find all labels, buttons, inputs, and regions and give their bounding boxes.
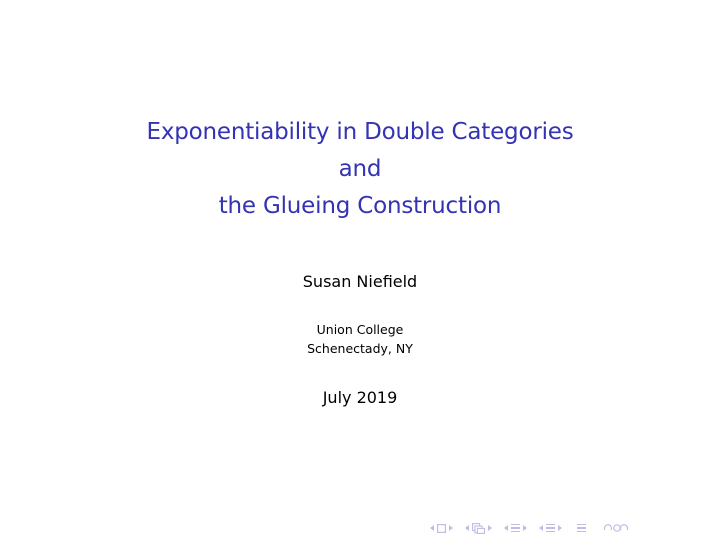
search-nav[interactable] xyxy=(601,523,631,533)
presentation-nav-icon xyxy=(546,524,555,532)
author-name: Susan Niefield xyxy=(302,272,418,291)
presentation-nav[interactable] xyxy=(539,524,562,532)
section-prev-icon[interactable] xyxy=(504,525,508,531)
title-line-3: the Glueing Construction xyxy=(218,193,502,219)
section-nav-icon xyxy=(511,524,520,532)
presentation-date: July 2019 xyxy=(322,388,398,407)
appendix-nav[interactable] xyxy=(574,524,589,532)
section-nav[interactable] xyxy=(504,524,527,532)
subsection-nav[interactable] xyxy=(465,523,492,534)
subsection-next-icon[interactable] xyxy=(488,525,492,531)
title-line-2: and xyxy=(338,156,382,182)
search-nav-icon[interactable] xyxy=(604,523,628,533)
presentation-title xyxy=(0,114,720,225)
title-line-1: Exponentiability in Double Categories xyxy=(146,119,574,145)
frame-prev-icon[interactable] xyxy=(430,525,434,531)
subsection-prev-icon[interactable] xyxy=(465,525,469,531)
frame-next-icon[interactable] xyxy=(449,525,453,531)
subsection-nav-icon xyxy=(472,523,485,534)
institute-line-2: Schenectady, NY xyxy=(307,341,413,356)
presentation-next-icon[interactable] xyxy=(558,525,562,531)
presentation-prev-icon[interactable] xyxy=(539,525,543,531)
beamer-navigation-bar xyxy=(430,520,643,536)
frame-nav-icon xyxy=(437,524,446,533)
frame-nav[interactable] xyxy=(430,524,453,533)
appendix-nav-icon[interactable] xyxy=(577,524,586,532)
institute-line-1: Union College xyxy=(316,322,404,337)
institute xyxy=(0,320,720,358)
section-next-icon[interactable] xyxy=(523,525,527,531)
